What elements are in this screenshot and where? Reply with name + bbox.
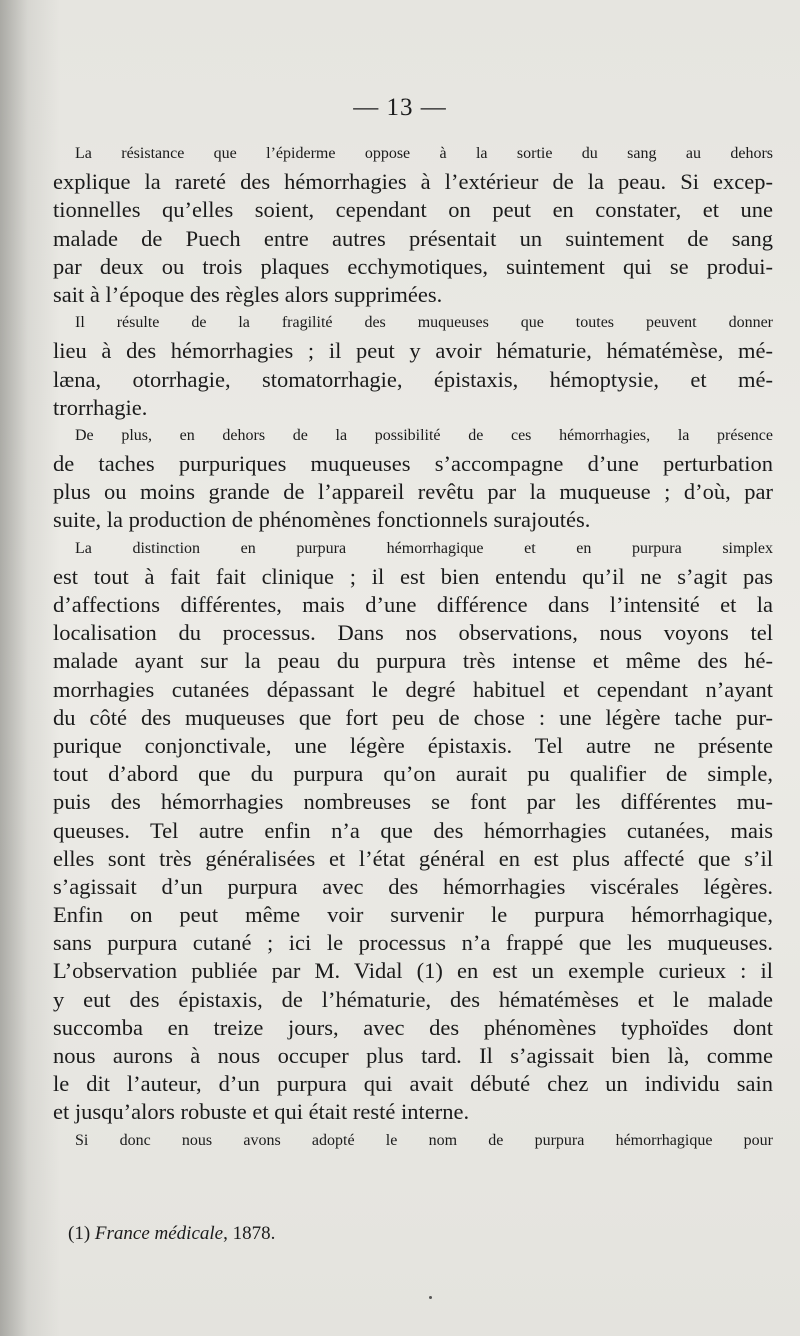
page-number: — 13 —: [353, 94, 447, 121]
text-line: lieu à des hémorrhagies ; il peut y avoir hématurie, hématémèse, mé-: [53, 338, 773, 364]
text-line: plus ou moins grande de l’appareil revêtu par la muqueuse ; d’où, par: [53, 479, 773, 505]
footnote-marker: (1): [68, 1223, 95, 1244]
text-line: s’agissait d’un purpura avec des hémorrhagies viscérales légères.: [53, 873, 773, 899]
text-line: par deux ou trois plaques ecchymotiques, suintement qui se produi-: [53, 253, 773, 279]
text-line: trorrhagie.: [53, 394, 148, 420]
text-line: purique conjonctivale, une légère épistaxis. Tel autre ne présente: [53, 732, 773, 758]
text-line: Si donc nous avons adopté le nom de purpura hémorrhagique pour: [75, 1131, 773, 1149]
text-line: Enfin on peut même voir survenir le purpura hémorrhagique,: [53, 902, 773, 928]
text-line: malade de Puech entre autres présentait un suintement de sang: [53, 225, 773, 251]
text-line: y eut des épistaxis, de l’hématurie, des hématémèses et le malade: [53, 986, 773, 1012]
footnote: [68, 1223, 275, 1245]
text-line: de taches purpuriques muqueuses s’accompagne d’une perturbation: [53, 451, 773, 477]
text-line: tionnelles qu’elles soient, cependant on peut en constater, et une: [53, 197, 773, 223]
text-line: du côté des muqueuses que fort peu de chose : une légère tache pur-: [53, 704, 773, 730]
text-line: læna, otorrhagie, stomatorrhagie, épistaxis, hémoptysie, et mé-: [53, 366, 773, 392]
text-line: Il résulte de la fragilité des muqueuses que toutes peuvent donner: [75, 314, 773, 332]
text-line: puis des hémorrhagies nombreuses se font par les différentes mu-: [53, 789, 773, 815]
text-line: sait à l’époque des règles alors supprimées.: [53, 281, 443, 307]
text-line: explique la rareté des hémorrhagies à l’extérieur de la peau. Si excep-: [53, 169, 773, 195]
text-line: De plus, en dehors de la possibilité de ces hémorrhagies, la présence: [75, 426, 773, 444]
text-line: tout d’abord que du purpura qu’on aurait pu qualifier de simple,: [53, 761, 773, 787]
text-line: queuses. Tel autre enfin n’a que des hémorrhagies cutanées, mais: [53, 817, 773, 843]
text-line: La résistance que l’épiderme oppose à la sortie du sang au dehors: [75, 145, 773, 162]
text-line: le dit l’auteur, d’un purpura qui avait débuté chez un individu sain: [53, 1071, 773, 1097]
text-line: L’observation publiée par M. Vidal (1) en est un exemple curieux : il: [53, 958, 773, 984]
body-text: [53, 140, 773, 1155]
text-line: et jusqu’alors robuste et qui était resté interne.: [53, 1099, 470, 1125]
text-line: La distinction en purpura hémorrhagique et en purpura simplex: [75, 539, 773, 557]
footnote-year: , 1878.: [223, 1223, 276, 1244]
text-line: elles sont très généralisées et l’état général en est plus affecté que s’il: [53, 845, 773, 871]
text-line: est tout à fait fait clinique ; il est bien entendu qu’il ne s’agit pas: [53, 563, 773, 589]
text-line: sans purpura cutané ; ici le processus n’a frappé que les muqueuses.: [53, 930, 773, 956]
text-line: malade ayant sur la peau du purpura très intense et même des hé-: [53, 648, 773, 674]
footnote-journal-title: France médicale: [94, 1223, 224, 1244]
ink-speck: [429, 1296, 432, 1299]
text-line: succomba en treize jours, avec des phénomènes typhoïdes dont: [53, 1014, 773, 1040]
text-line: d’affections différentes, mais d’une différence dans l’intensité et la: [53, 592, 773, 617]
text-line: morrhagies cutanées dépassant le degré habituel et cependant n’ayant: [53, 676, 773, 702]
text-line: nous aurons à nous occuper plus tard. Il s’agissait bien là, comme: [53, 1043, 773, 1068]
text-line: localisation du processus. Dans nos observations, nous voyons tel: [53, 620, 773, 646]
text-line: suite, la production de phénomènes fonctionnels surajoutés.: [53, 507, 591, 533]
